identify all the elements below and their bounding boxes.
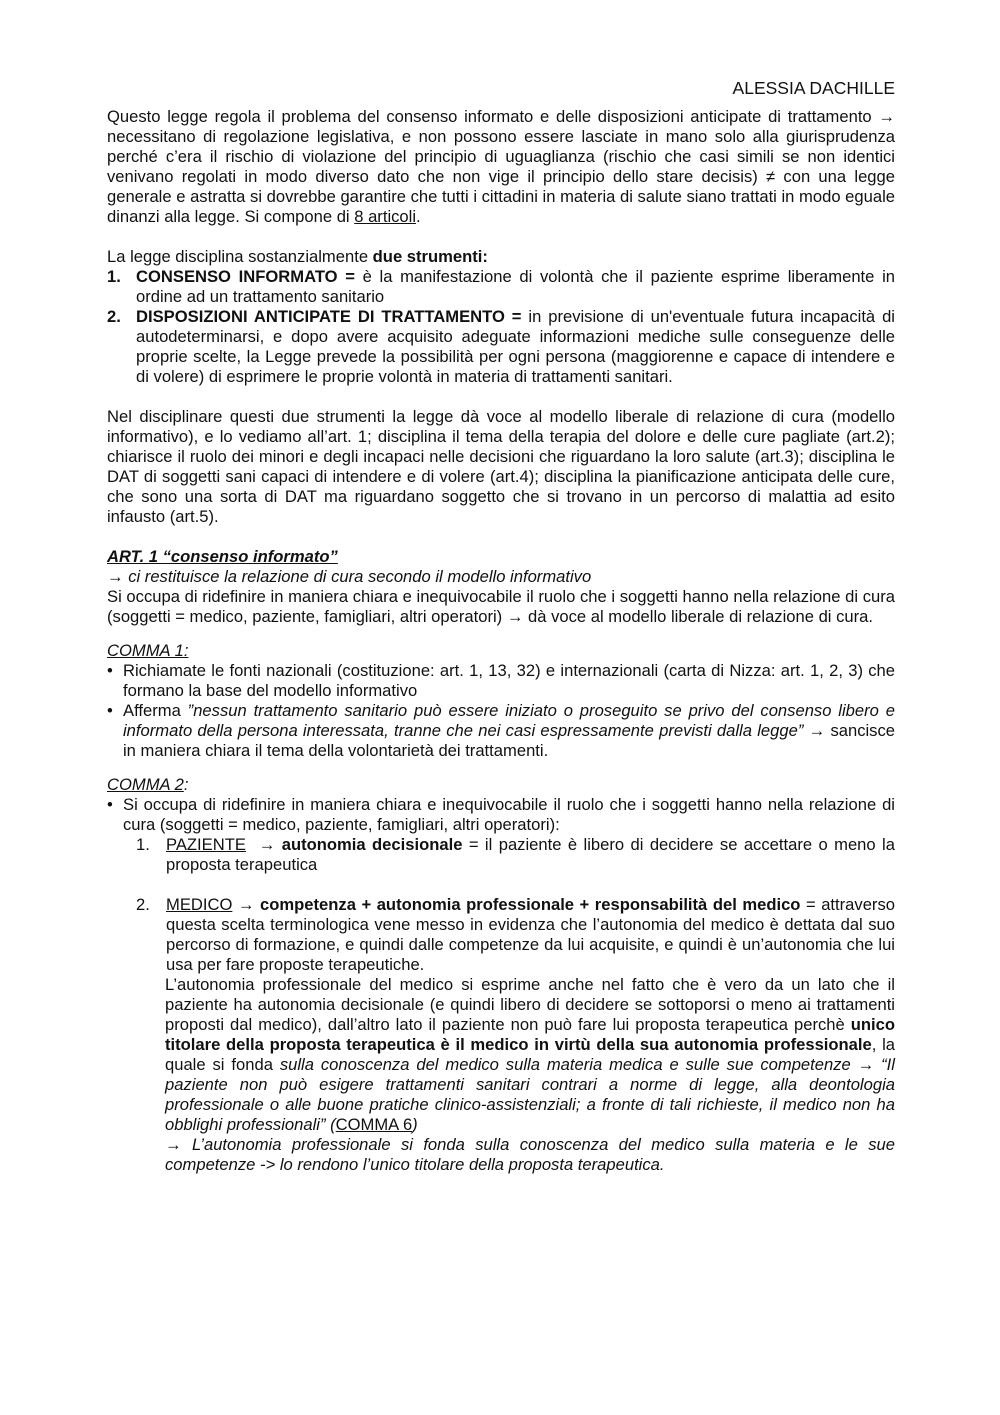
list-item — [107, 307, 895, 387]
author-name: ALESSIA DACHILLE — [732, 78, 895, 98]
art1-text: Si occupa di ridefinire in maniera chiara e inequivocabile il ruolo che i soggetti hanno nella relazione di cura (soggetti = medico, paziente, famigliari, altri operatori) → dà voce al modello liberale di relazione di cura. — [107, 587, 895, 626]
tools-lead-text: La legge disciplina sostanzialmente — [107, 247, 373, 266]
conclusion — [107, 1135, 895, 1175]
arrow: → — [245, 835, 282, 854]
subject-text: = attraverso questa scelta terminologica vene messo in evidenza che l’autonomia del medico è dettata dal suo percorso di formazione, e quindi dalle competenze da lui acquisite, e quindi è un’autonomia che lui usa per fare proposte terapeutiche. — [166, 895, 895, 974]
para-text: L’autonomia professionale del medico si esprime anche nel fatto che è vero da un lato che il paziente ha autonomia decisionale (e quindi libero di decidere se sottoporsi o meno ai trattamenti proposti dal medico), dall’altro lato il paziente non può fare lui proposta terapeutica perchè — [165, 975, 895, 1034]
item-title: DISPOSIZIONI ANTICIPATE DI TRATTAMENTO = — [136, 307, 522, 326]
intro-end: . — [416, 207, 421, 226]
list-item-medico — [107, 895, 895, 975]
subject-label: MEDICO — [166, 895, 233, 914]
para-text-2: , la quale si fonda — [165, 1035, 895, 1074]
document-page — [107, 78, 895, 1175]
para-bold: unico titolare della proposta terapeutica è il medico in virtù della sua autonomia professionale — [165, 1015, 895, 1054]
intro-paragraph — [107, 107, 895, 227]
conclusion-text: → L’autonomia professionale si fonda sulla conoscenza del medico sulla materia e le sue competenze -> lo rendono l’unico titolare della proposta terapeutica. — [165, 1135, 895, 1174]
subjects-list — [107, 835, 895, 875]
tools-list — [107, 267, 895, 387]
list-item — [107, 701, 895, 761]
subject-bold: autonomia decisionale — [281, 835, 463, 854]
item-number: 1. — [136, 835, 150, 854]
para-close: ) — [412, 1115, 418, 1134]
comma2-colon: : — [183, 775, 189, 794]
item-number: 2. — [107, 307, 121, 326]
art1-subtitle-text: → ci restituisce la relazione di cura secondo il modello informativo — [107, 567, 592, 586]
list-item — [107, 267, 895, 307]
comma2-list — [107, 795, 895, 835]
para-italic: sulla conoscenza del medico sulla materia medica e sulle sue competenze → “Il paziente non può esigere trattamenti sanitari contrari a norme di legge, alla deontologia professionale o alle buone pratiche clinico-assistenziali; a fronte di tali richieste, il medico non ha obblighi professionali” ( — [165, 1055, 895, 1134]
bullet-text: Si occupa di ridefinire in maniera chiara e inequivocabile il ruolo che i soggetti hanno nella relazione di cura (soggetti = medico, paziente, famigliari, altri operatori): — [123, 795, 895, 834]
item-number: 1. — [107, 267, 121, 286]
bullet-icon: • — [107, 795, 113, 814]
subject-bold: competenza + autonomia professionale + responsabilità del medico — [260, 895, 801, 914]
tools-lead — [107, 247, 895, 267]
bullet-text: Richiamate le fonti nazionali (costituzione: art. 1, 13, 32) e internazionali (carta di Nizza: art. 1, 2, 3) che formano la base del modello informativo — [123, 661, 895, 700]
subjects-list-2 — [107, 895, 895, 975]
bullet-end: → sancisce in maniera chiara il tema della volontarietà dei trattamenti. — [123, 721, 896, 760]
arrow: → — [232, 895, 261, 914]
bullet-icon: • — [107, 701, 113, 720]
item-text: è la manifestazione di volontà che il paziente esprime liberamente in ordine ad un trattamento sanitario — [136, 267, 895, 306]
item-text: in previsione di un'eventuale futura incapacità di autodeterminarsi, e dopo avere acquisito adeguate informazioni mediche sulle conseguenze delle proprie scelte, la Legge prevede la possibilità per ogni persona (maggiorenne e capace di intendere e di volere) di esprimere le proprie volontà in materia di trattamenti sanitari. — [136, 307, 895, 386]
art1-subtitle — [107, 567, 895, 587]
item-number: 2. — [136, 895, 150, 914]
comma6-reference: COMMA 6 — [335, 1115, 413, 1134]
comma1-heading-text: COMMA 1: — [107, 641, 189, 660]
bullet-text: Afferma — [123, 701, 188, 720]
comma2-heading-text: COMMA 2 — [107, 775, 184, 794]
medico-paragraph — [107, 975, 895, 1135]
comma2-heading — [107, 775, 895, 795]
subject-text: = il paziente è libero di decidere se accettare o meno la proposta terapeutica — [166, 835, 895, 874]
comma1-list — [107, 661, 895, 761]
art1-heading: ART. 1 “consenso informato” — [107, 547, 338, 566]
list-item — [107, 795, 895, 835]
bullet-icon: • — [107, 661, 113, 680]
articles-link: 8 articoli — [354, 207, 417, 226]
intro-text: Questo legge regola il problema del consenso informato e delle disposizioni anticipate di trattamento → necessitano di regolazione legislativa, e non possono essere lasciate in mano solo alla giurisprudenza perché c’era il rischio di violazione del principio di uguaglianza (rischio che casi simili se non identici venivano regolati in modo diverso dato che non vige il principio dello stare decisis) ≠ con una legge generale e astratta si dovrebbe garantire che tutti i cittadini in materia di salute siano trattati in modo eguale dinanzi alla legge. Si compone di — [107, 107, 895, 226]
comma1-heading — [107, 641, 895, 661]
list-item — [107, 661, 895, 701]
tools-lead-bold: due strumenti: — [372, 247, 488, 266]
subject-label: PAZIENTE — [166, 835, 246, 854]
list-item-paziente — [107, 835, 895, 875]
bullet-quote: ”nessun trattamento sanitario può essere iniziato o proseguito se privo del consenso libero e informato della persona interessata, tranne che nei casi espressamente previsti dalla legge” — [123, 701, 895, 740]
summary-paragraph: Nel disciplinare questi due strumenti la legge dà voce al modello liberale di relazione di cura (modello informativo), e lo vediamo all’art. 1; disciplina il tema della terapia del dolore e delle cure pagliate (art.2); chiarisce il ruolo dei minori e degli incapaci nelle decisioni che riguardano la loro salute (art.3); disciplina le DAT di soggetti sani capaci di intendere e di volere (art.4); disciplina la pianificazione anticipata delle cure, che sono una sorta di DAT ma riguardano soggetto che si trovano in un percorso di malattia ad esito infausto (art.5). — [107, 407, 895, 526]
item-title: CONSENSO INFORMATO = — [136, 267, 355, 286]
